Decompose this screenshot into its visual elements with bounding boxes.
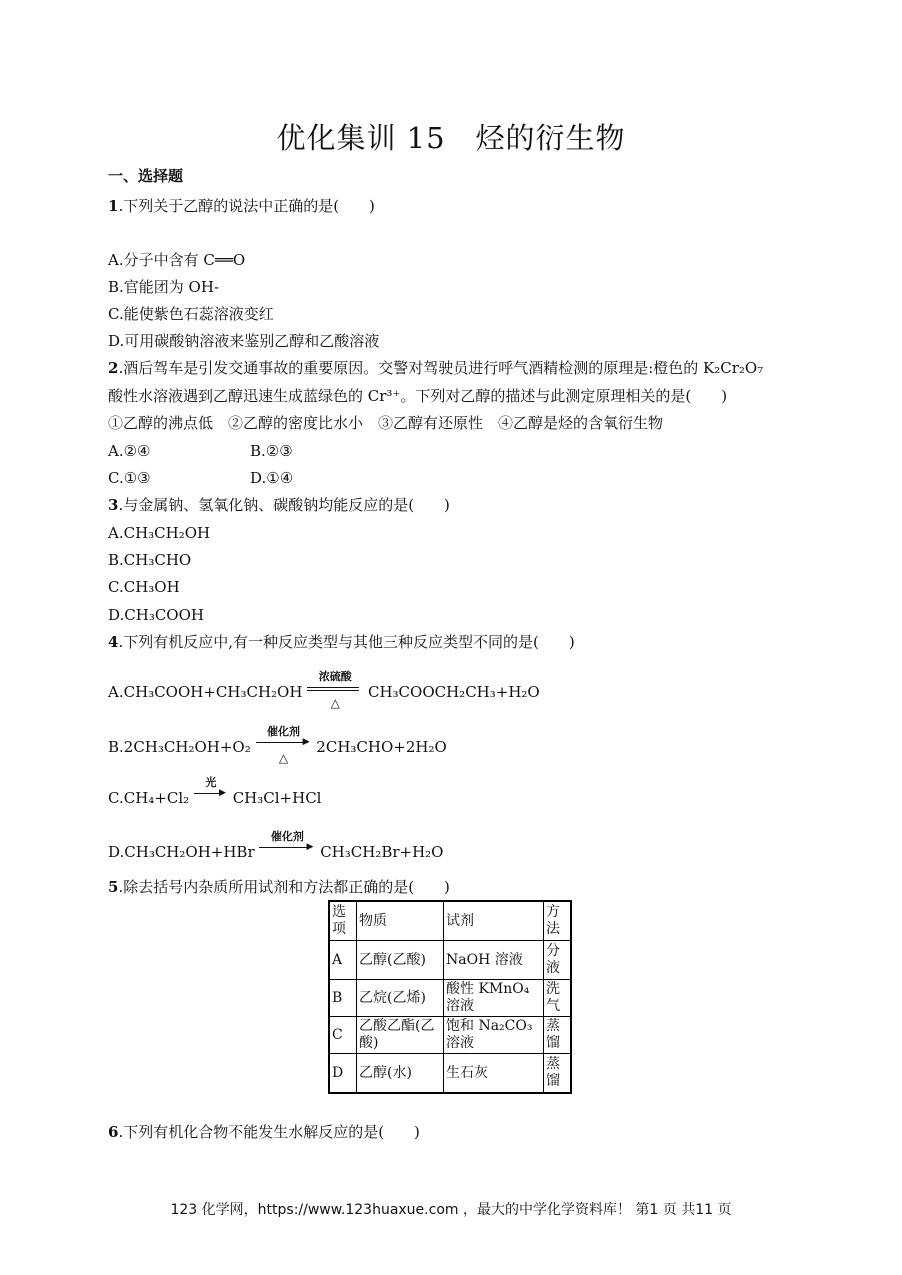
question-number: 6 <box>108 1123 119 1141</box>
table-cell: C <box>329 1017 357 1054</box>
reaction-condition: 光 <box>205 776 217 789</box>
table-header-row <box>329 901 571 941</box>
heat-symbol: △ <box>278 751 289 765</box>
question-number: 3 <box>108 496 119 514</box>
table-cell: A <box>329 941 357 980</box>
reaction-arrow: 催化剂 ▶ △ <box>256 738 312 758</box>
page-footer: 123 化学网，https://www.123huaxue.com ，最大的中学化学资料库！ 第1 页 共11 页 <box>170 1202 732 1218</box>
table-cell: B <box>329 980 357 1017</box>
table-cell: 乙烷(乙烯) <box>357 980 444 1017</box>
q1-option-d: D.可用碳酸钠溶液来鉴别乙醇和乙酸溶液 <box>108 332 380 350</box>
q2-option-d: D.①④ <box>250 469 294 487</box>
table-cell: 生石灰 <box>444 1054 544 1094</box>
reversible-arrow <box>307 670 363 710</box>
reaction-reactants: B.2CH₃CH₂OH+O₂ <box>108 738 251 756</box>
q4-option-d <box>108 830 444 863</box>
question-text: .酒后驾车是引发交通事故的重要原因。交警对驾驶员进行呼气酒精检测的原理是:橙色的 K₂Cr₂O₇ <box>118 359 764 377</box>
reaction-reactants: C.CH₄+Cl₂ <box>108 789 190 807</box>
question-4-stem <box>108 632 575 652</box>
table-header-cell: 方法 <box>544 901 572 941</box>
table-cell: 蒸馏 <box>544 1054 572 1094</box>
reaction-products: 2CH₃CHO+2H₂O <box>316 738 447 756</box>
q2-option-a: A.②④ <box>108 442 151 460</box>
table-cell: 乙醇(乙酸) <box>357 941 444 980</box>
reaction-condition: 催化剂 <box>267 725 301 738</box>
q3-option-b: B.CH₃CHO <box>108 551 192 569</box>
table-cell: 酸性 KMnO₄ 溶液 <box>444 980 544 1017</box>
q4-option-a <box>108 670 540 710</box>
table-row <box>329 980 571 1017</box>
question-1-stem <box>108 196 375 216</box>
table-cell: 乙醇(水) <box>357 1054 444 1094</box>
table-row <box>329 1017 571 1054</box>
table-header-cell: 物质 <box>357 901 444 941</box>
reaction-reactants: A.CH₃COOH+CH₃CH₂OH <box>108 683 303 701</box>
question-number: 5 <box>108 878 119 896</box>
reaction-products: CH₃Cl+HCl <box>232 789 322 807</box>
table-cell: 蒸馏 <box>544 1017 572 1054</box>
reaction-condition: 浓硫酸 <box>318 670 352 683</box>
heat-symbol: △ <box>330 696 340 710</box>
question-6-stem <box>108 1122 420 1142</box>
question-2-stem-cont: 酸性水溶液遇到乙醇迅速生成蓝绿色的 Cr³⁺。下列对乙醇的描述与此测定原理相关的是( ) <box>108 387 728 405</box>
question-text: .除去括号内杂质所用试剂和方法都正确的是( ) <box>118 878 450 896</box>
table-row <box>329 1054 571 1094</box>
question-number: 4 <box>108 633 119 651</box>
question-5-stem <box>108 877 450 897</box>
section-heading: 一、选择题 <box>108 167 184 185</box>
table-cell: 饱和 Na₂CO₃ 溶液 <box>444 1017 544 1054</box>
q2-option-c: C.①③ <box>108 469 151 487</box>
reaction-arrow: 光 ▶ <box>194 789 228 809</box>
table-row <box>329 941 571 980</box>
table-cell: 洗气 <box>544 980 572 1017</box>
reaction-products: CH₃CH₂Br+H₂O <box>320 843 444 861</box>
table-header-cell: 选项 <box>329 901 357 941</box>
table-cell: D <box>329 1054 357 1094</box>
table-header-cell: 试剂 <box>444 901 544 941</box>
q3-option-a: A.CH₃CH₂OH <box>108 524 211 542</box>
q2-statements: ①乙醇的沸点低 ②乙醇的密度比水小 ③乙醇有还原性 ④乙醇是烃的含氧衍生物 <box>108 414 664 432</box>
q1-option-b: B.官能团为 OH- <box>108 278 220 296</box>
reaction-condition: 催化剂 <box>270 830 304 843</box>
question-3-stem <box>108 495 450 515</box>
purification-table <box>328 900 572 1094</box>
reaction-products: CH₃COOCH₂CH₃+H₂O <box>367 683 540 701</box>
table-cell: 分液 <box>544 941 572 980</box>
reaction-reactants: D.CH₃CH₂OH+HBr <box>108 843 255 861</box>
q3-option-c: C.CH₃OH <box>108 578 180 596</box>
q4-option-c <box>108 776 322 809</box>
q3-option-d: D.CH₃COOH <box>108 606 204 624</box>
question-number: 1 <box>108 197 119 215</box>
question-text: .与金属钠、氢氧化钠、碳酸钠均能反应的是( ) <box>118 496 450 514</box>
q2-option-b: B.②③ <box>250 442 293 460</box>
q1-option-c: C.能使紫色石蕊溶液变红 <box>108 305 274 323</box>
question-text: .下列有机反应中,有一种反应类型与其他三种反应类型不同的是( ) <box>118 633 575 651</box>
question-number: 2 <box>108 359 119 377</box>
table-cell: NaOH 溶液 <box>444 941 544 980</box>
question-2-stem <box>108 358 763 378</box>
question-text: .下列关于乙醇的说法中正确的是( ) <box>118 197 375 215</box>
question-text: .下列有机化合物不能发生水解反应的是( ) <box>118 1123 420 1141</box>
table-cell: 乙酸乙酯(乙酸) <box>357 1017 444 1054</box>
page-title: 优化集训 15 烃的衍生物 <box>276 121 626 155</box>
reaction-arrow: 催化剂 ▶ <box>259 843 315 863</box>
q1-option-a: A.分子中含有 C══O <box>108 251 246 269</box>
q4-option-b <box>108 725 447 765</box>
